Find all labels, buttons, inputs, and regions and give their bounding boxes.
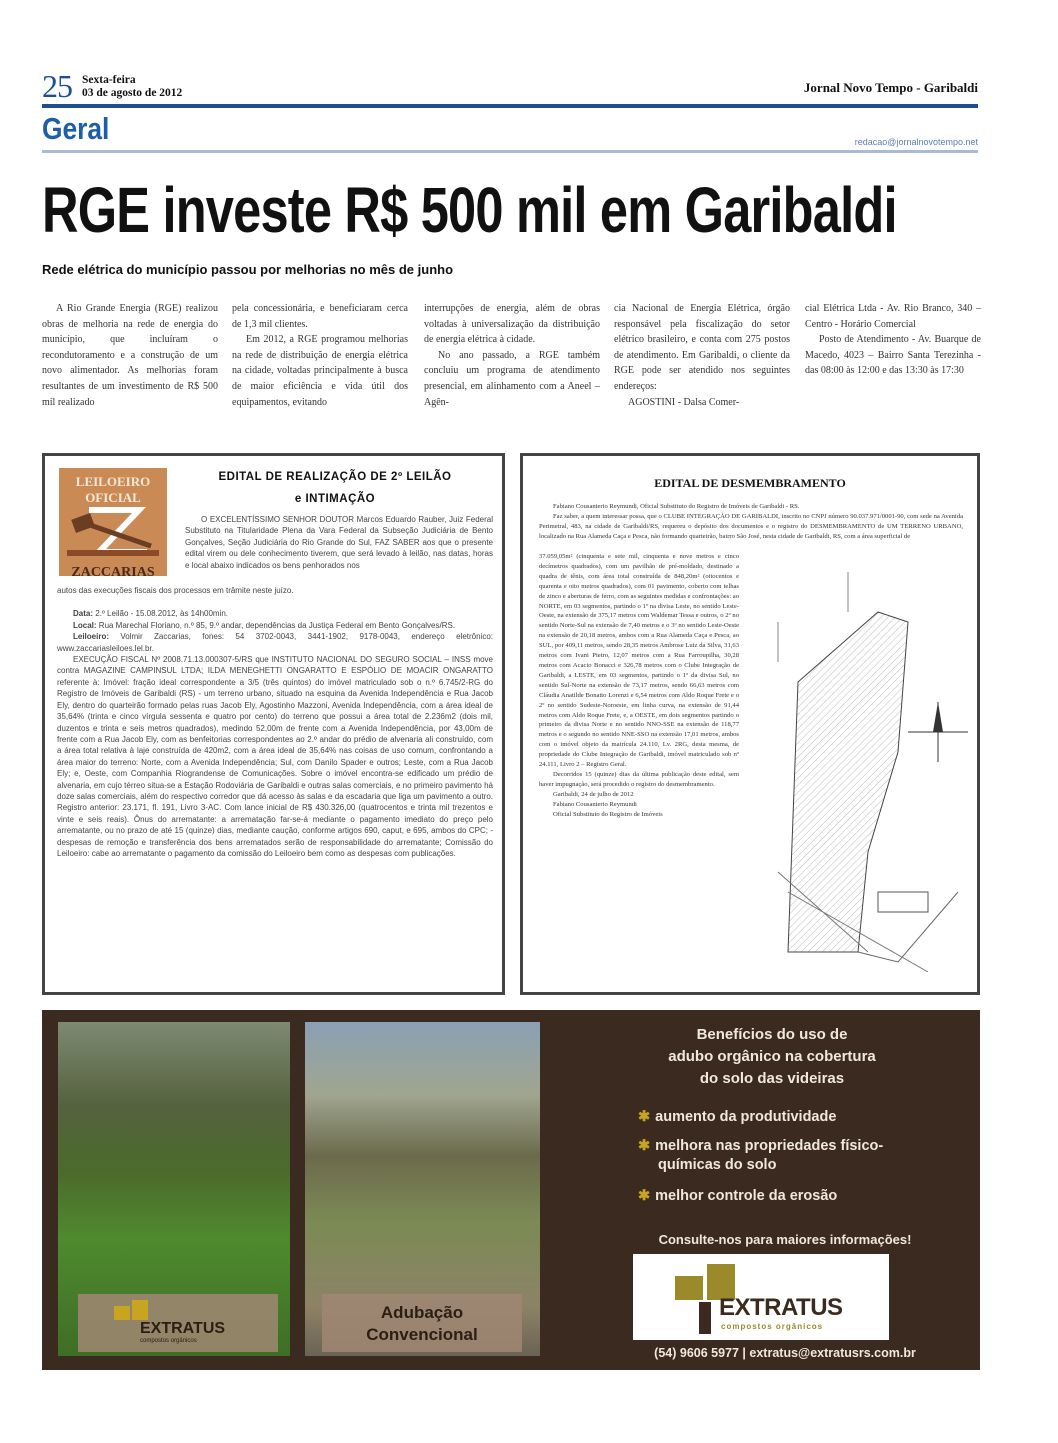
signature-line: Fabiano Cousanterio Reymundi	[553, 800, 637, 808]
contact-info[interactable]: (54) 9606 5977 | extratus@extratusrs.com.br	[654, 1346, 916, 1360]
benefit-text: aumento da produtividade	[655, 1109, 837, 1125]
article-headline: RGE investe R$ 500 mil em Garibaldi	[42, 174, 897, 246]
paragraph: Faz saber, a quem interessar possa, que o CLUBE INTEGRAÇÃO DE GARIBALDI, inscrito no CNPJ número 90.037.971/0001-90, com sede na Avenida Perimetral, 483, na cidade de Garibaldi/RS, requereu o depósito dos documentos e o registro do DESMEMBRAMENTO de UM TERRENO URBANO, localizado na Rua Alameda Caça e Pesca, não formando quarteirão, bairro São José, nesta cidade de Garibaldi, RS, com a área superficial de	[539, 513, 963, 540]
notice-body	[539, 552, 739, 819]
star-bullet-icon: ✱	[638, 1109, 651, 1125]
paragraph: pela concessionária, e beneficiaram cerca de 1,3 mil clientes.	[232, 303, 408, 330]
brand-tagline: compostos orgânicos	[721, 1322, 824, 1331]
paragraph: Decorridos 15 (quinze) dias da última publicação deste edital, sem haver impugnação, será procedido o registro do desmembramento.	[539, 770, 739, 788]
star-bullet-icon: ✱	[638, 1138, 651, 1154]
date-value: 2.º Leilão - 15.08.2012, às 14h00min.	[93, 609, 229, 619]
article-column-3	[424, 301, 600, 410]
extratus-advertisement	[42, 1010, 980, 1370]
intro-continuation: autos das execuções fiscais dos processos em trâmite neste juízo.	[57, 586, 294, 596]
signature-line: Garibaldi, 24 de julho de 2012	[553, 790, 634, 798]
paragraph: Fabiano Cousanterio Reymundi, Oficial Substituto do Registro de Imóveis de Garibaldi - RS.	[553, 503, 800, 510]
section-title: Geral	[42, 111, 110, 146]
caption-line: Adubação	[380, 1303, 464, 1322]
benefit-text: melhora nas propriedades físico-químicas do solo	[655, 1138, 884, 1173]
article-column-5	[805, 301, 981, 379]
subdivision-notice	[520, 453, 980, 995]
issue-date	[82, 74, 182, 100]
benefit-text: melhor controle da erosão	[655, 1188, 838, 1204]
paragraph: Posto de Atendimento - Av. Buarque de Macedo, 4023 – Bairro Santa Terezinha - das 08:00 às 12:00 e das 13:30 às 17:30	[805, 334, 981, 377]
notice-title: EDITAL DE DESMEMBRAMENTO	[654, 476, 846, 490]
paragraph: 37.059,05m² (cinquenta e sete mil, cinquenta e nove metros e cinco decímetros quadrados), com um pavilhão de pré-moldado, destinado a quadra de tênis, com área total construída de 848,20m² (oitocentos e quarenta e oito metros quadrados), com 01 pavimento, coberto com telhas de zinco e aberturas de ferro, com as seguintes medidas e confrontações: ao NORTE, em 03 segmentos, partindo o 1º na divisa Leste, no sentido Leste-Oeste, na extensão de 375,17 metros com Waldemar Tessa e outros, o 2º no sentido Norte-Sul na extensão de 7,40 metros e o 3º no sentido Leste-Oeste na extensão de 20,18 metros, ambos com a Rua Alameda Caça e Pesca, ao SUL, por 409,11 metros, sendo 28,35 metros Ambrose Luiz da Silva, 31,63 metros com Ivani Pietro, 12,07 metros com a Rua Farroupilha, 30,28 metros com Acacio Bonacci e 326,78 metros com o Clube Integração de Garibaldi, a LESTE, em 03 segmentos, partindo o 1º da divisa Sul, no sentido Sul-Norte na extensão de 73,17 metros, sendo 66,63 metros com Cláudia Anatilde Bonatto Lorenzi e 6,54 metros com Aldo Roque Frete e o 2º no sentido Sudeste-Noroeste, em linha curva, na extensão de 91,44 metros com Aldo Roque Frete, e, a OESTE, em dois segmentos partindo o primeiro da divisa Norte e no sentido NNO-SSE na extensão de 118,77 metros e o segundo no sentido NNE-SSO na extensão 17,01 metros, ambos com o imóvel objeto da matrícula 24.110, Lv. 2RG, desta mesma, de propriedade do Clube Integração de Garibaldi, imóvel matriculado sob nº 24.111, Livro 2 – Registro Geral.	[539, 553, 739, 769]
title-line: e INTIMAÇÃO	[294, 493, 376, 505]
article-column-1	[42, 301, 218, 410]
brand-tagline: compostos orgânicos	[140, 1338, 197, 1344]
paragraph: cial Elétrica Ltda - Av. Rio Branco, 340 – Centro - Horário Comercial	[805, 303, 981, 330]
photo-caption-conventional	[322, 1294, 522, 1352]
notice-body	[57, 514, 493, 859]
article-subhead: Rede elétrica do município passou por melhorias no mês de junho	[42, 262, 454, 277]
auction-notice	[42, 453, 505, 995]
call-to-action: Consulte-nos para maiores informações!	[658, 1232, 912, 1247]
brand-name: EXTRATUS	[719, 1294, 843, 1321]
site-plan-map	[748, 552, 973, 972]
benefit-item	[638, 1137, 908, 1175]
notice-title	[180, 466, 490, 510]
paragraph: AGOSTINI - Dalsa Comer-	[628, 396, 740, 408]
signature-line: Oficial Substituto do Registro de Imóveis	[553, 810, 663, 818]
newsroom-email[interactable]: redacao@jornalnovotempo.net	[854, 137, 978, 147]
ad-headline	[622, 1024, 922, 1090]
auctioneer-value: Volmir Zaccarias, fones: 54 3702-0043, 3441-1902, 9178-0043, endereço eletrônico: www.zaccariasleiloes.lel.br.	[57, 632, 493, 653]
location-value: Rua Marechal Floriano, n.º 85, 9.º andar, dependências da Justiça Federal em Bento Gonçalves/RS.	[96, 620, 456, 630]
header-rule	[42, 104, 978, 108]
logo-text: OFICIAL	[85, 490, 141, 505]
star-bullet-icon: ✱	[638, 1188, 651, 1204]
execution-details: EXECUÇÃO FISCAL Nº 2008.71.13.000307-5/RS que INSTITUTO NACIONAL DO SEGURO SOCIAL – INSS move contra MAGAZINE CAMPINSUL LTDA; ILDA MENEGHETTI ONGARATTO E ESPÓLIO DE MOACIR ONGARATTO referente à: Imóvel: fração ideal correspondente a 3/5 (três quintos) do imóvel matriculado sob o n.º 6.745/2-RG do Registro de Imóveis de Garibaldi (RS) - um terreno urbano, situado na esquina da Avenida Independência e Rua Jacob Ely, dentro do quarteirão formado pelas ruas Jacob Ely, Agostinho Mazzoni, Avenida Independência, com a área ideal de 35,64% (trinta e cinco vírgula sessenta e quatro por cento) do terreno que possui a área total de 2.236m2 (dois mil, duzentos e trinta e seis metros quadrados), medindo 52,00m de frente com a Avenida Independência, por 43,00m de frente com a Rua Jacob Ely, com as benfeitorias correspondentes ao 2.º andar do prédio de alvenaria ali construído, com a área total relativa à laje construída de 420m2, com a área ideal de 35,64% nas coisas de uso comum, confrontando a área maior do terreno: Norte, com a Avenida Independência; Sul, com Danilo Spader e outros; Leste, com a Rua Jacob Ely; e, Oeste, com Companhia Riograndense de Comunicações. Sobre o imóvel encontra-se edificado um prédio de alvenaria, em cujo térreo situa-se a Estação Rodoviária de Garibaldi e outras salas comerciais, e no primeiro pavimento há doze salas comerciais, além do respectivo corredor que dá acesso às salas e da escadaria que liga um pavimento a outro. Registro anterior: 23.171, fl. 191, Livro 3-AC. Com lance inicial de R$ 430.326,00 (quatrocentos e trinta mil trezentos e vinte e seis reais). Ônus do arrematante: a arrematação far-se-á mediante o pagamento imediato do preço pelo arrematante, ou no prazo de até 15 (quinze) dias, mediante caução, conforme artigos 690, caput, e 695, ambos do CPC; - despesas de remoção e transferência dos bens arrematados serão de responsabilidade do arrematante; Comissão do Leiloeiro: cabe ao arrematante o pagamento da comissão do Leiloeiro bem como as despesas com publicações.	[57, 655, 493, 858]
logo-text: ZACCARIAS	[71, 565, 155, 580]
notice-intro	[539, 502, 963, 542]
weekday: Sexta-feira	[82, 74, 136, 86]
article-column-4	[614, 301, 790, 410]
paragraph: cia Nacional de Energia Elétrica, órgão responsável pela fiscalização do setor elétrico brasileiro, e conta com 275 postos de atendimento. Em Garibaldi, o cliente da RGE pode ser atendido nos seguintes endereços:	[614, 303, 790, 392]
auctioneer-label: Leiloeiro:	[73, 632, 110, 642]
north-arrow-icon	[908, 702, 968, 762]
extratus-leaf-icon	[112, 1298, 152, 1322]
paragraph: No ano passado, a RGE também concluiu um programa de atendimento presencial, em alinhamento com a Aneel – Agên-	[424, 349, 600, 408]
date-label: Data:	[73, 609, 94, 619]
paragraph: interrupções de energia, além de obras voltadas à universalização da distribuição de energia elétrica à cidade.	[424, 303, 600, 346]
benefit-item	[638, 1187, 837, 1206]
brand-name: EXTRATUS	[140, 1320, 226, 1337]
page-number: 25	[42, 68, 72, 104]
paragraph: Em 2012, a RGE programou melhorias na rede de distribuição de energia elétrica na cidade, voltadas principalmente à busca de maior eficiência e vida útil dos equipamentos, evitando	[232, 334, 408, 408]
intro-paragraph: O EXCELENTÍSSIMO SENHOR DOUTOR Marcos Eduardo Rauber, Juiz Federal Substituto na Titularidade Plena da Vara Federal da Subseção Judiciária de Bento Gonçalves, Seção Judiciária do Rio Grande do Sul, FAZ SABER aos que o presente edital virem ou dele conhecimento tiverem, que será levado à leilão, nas datas, horas e local abaixo indicados os bens penhorados nos	[185, 515, 493, 570]
caption-line: Convencional	[366, 1325, 478, 1344]
photo-caption-brand	[78, 1294, 278, 1352]
location-label: Local:	[73, 620, 97, 630]
headline-line: adubo orgânico na cobertura	[668, 1048, 876, 1065]
paragraph: A Rio Grande Energia (RGE) realizou obras de melhoria na rede de energia do município, que incluíram o recondutoramento e a construção de um novo alimentador. As melhorias foram resultantes de um investimento de R$ 500 mil realizado	[42, 303, 218, 408]
article-column-2	[232, 301, 408, 410]
date: 03 de agosto de 2012	[82, 87, 183, 99]
headline-line: do solo das videiras	[699, 1070, 845, 1087]
section-rule	[42, 150, 978, 153]
headline-line: Benefícios do uso de	[696, 1026, 848, 1043]
logo-text: LEILOEIRO	[75, 474, 151, 489]
extratus-logo	[633, 1254, 889, 1340]
benefit-item	[638, 1108, 836, 1127]
newspaper-name: Jornal Novo Tempo - Garibaldi	[803, 80, 978, 95]
title-line: EDITAL DE REALIZAÇÃO DE 2º LEILÃO	[218, 471, 452, 483]
